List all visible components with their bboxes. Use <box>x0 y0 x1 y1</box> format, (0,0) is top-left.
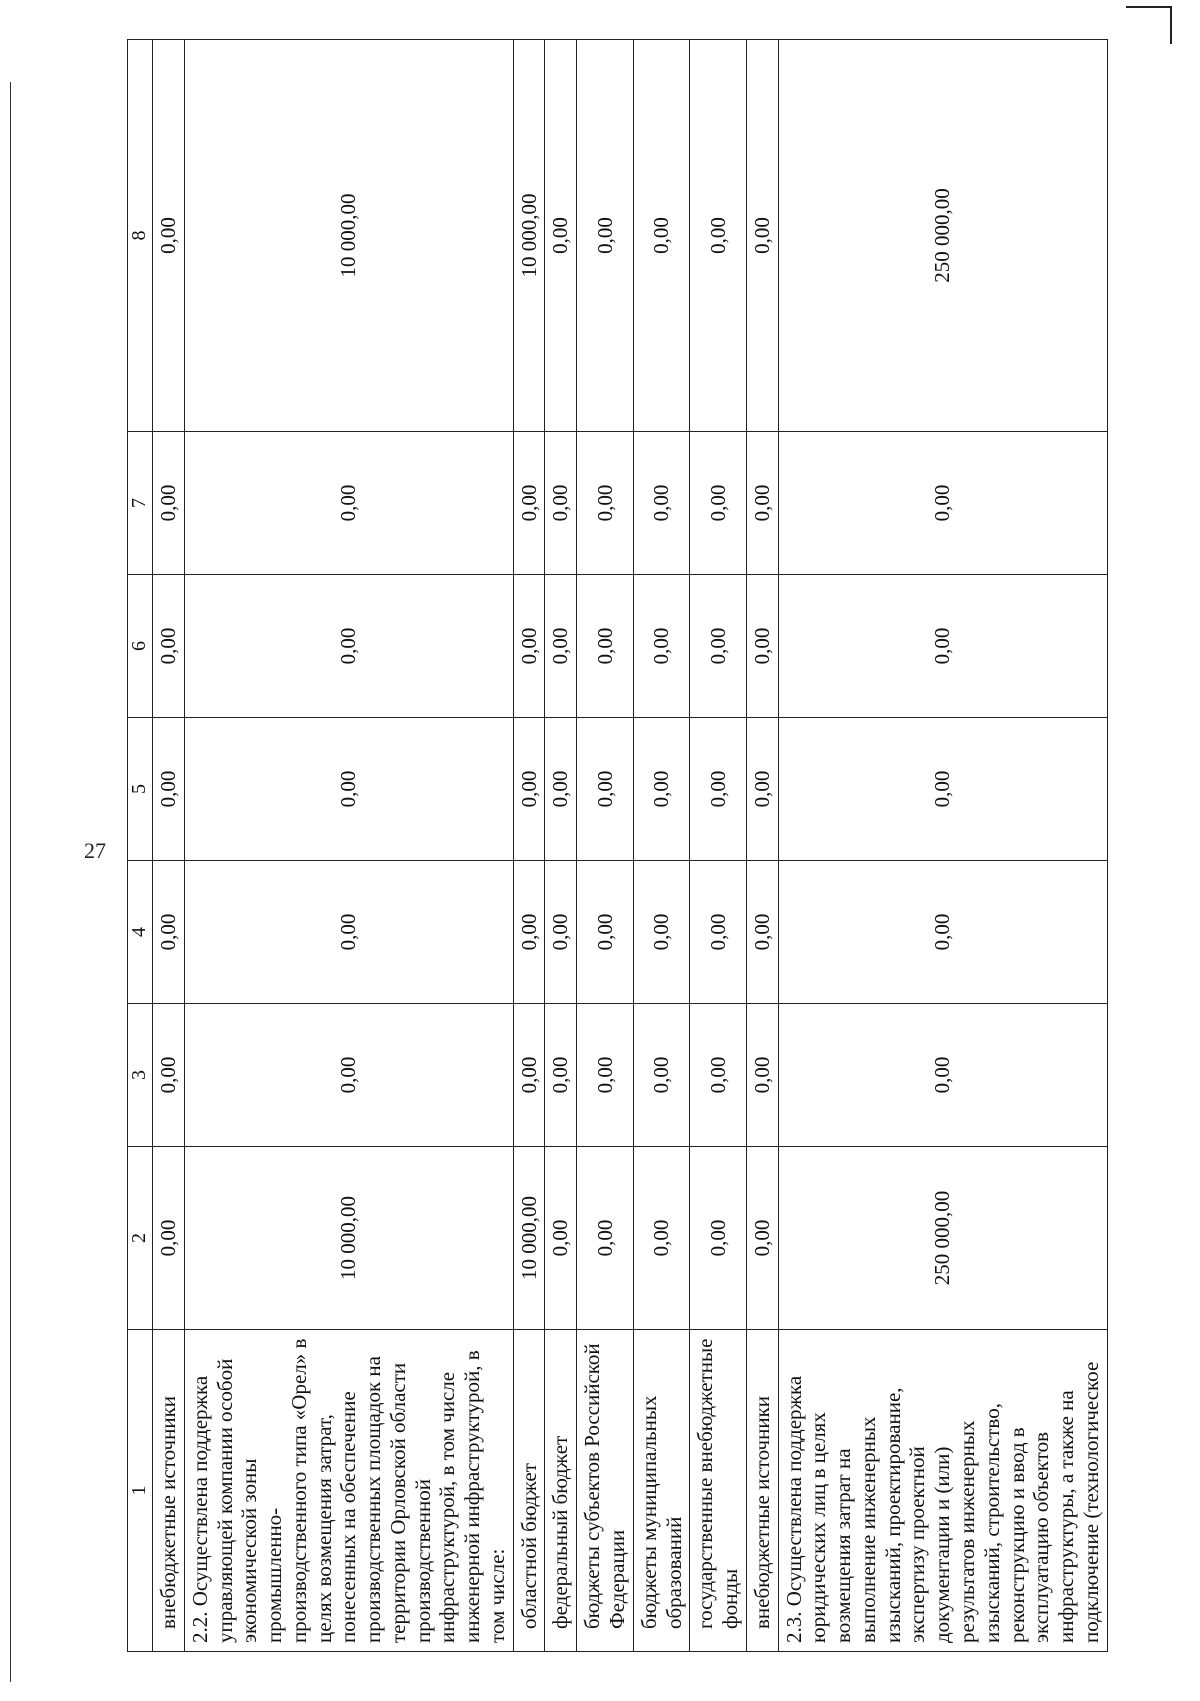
cell-value: 0,00 <box>690 432 747 575</box>
cell-value: 0,00 <box>513 861 545 1004</box>
cell-value: 0,00 <box>778 861 1107 1004</box>
table-row <box>184 40 513 1652</box>
cell-value: 0,00 <box>545 718 577 861</box>
table-row <box>690 40 747 1652</box>
cell-value: 0,00 <box>778 575 1107 718</box>
cell-value: 250 000,00 <box>778 1147 1107 1330</box>
header-row <box>128 40 153 1652</box>
cell-value: 0,00 <box>633 861 690 1004</box>
row-label: бюджеты субъектов Российской Федерации <box>577 1330 634 1652</box>
col-header: 8 <box>128 40 153 432</box>
cell-value: 0,00 <box>746 575 778 718</box>
cell-value: 250 000,00 <box>778 40 1107 432</box>
row-label: 2.3. Осуществлена поддержка юридических лиц в целях возмещения затрат на выполнение инженерных изысканий, проектирование, экспертизу проектной документации и (или) результатов инженерных изысканий, строительство, реконструкцию и ввод в эксплуатацию объектов инфраструктуры, а также на подключение (технологическое <box>778 1330 1107 1652</box>
row-label: государственные внебюджетные фонды <box>690 1330 747 1652</box>
cell-value: 0,00 <box>184 718 513 861</box>
col-header: 3 <box>128 1004 153 1147</box>
cell-value: 0,00 <box>545 1004 577 1147</box>
cell-value: 0,00 <box>633 718 690 861</box>
cell-value: 0,00 <box>746 861 778 1004</box>
rotated-table-wrapper <box>127 40 1103 1652</box>
cell-value: 0,00 <box>690 575 747 718</box>
table-row <box>545 40 577 1652</box>
cell-value: 0,00 <box>545 432 577 575</box>
row-label: 2.2. Осуществлена поддержка управляющей компании особой экономической зоны промышленно-производственного типа «Орел» в целях возмещения затрат, понесенных на обеспечение производственных площадок на территории Орловской области производственной инфраструктурой, в том числе инженерной инфраструктурой, в том числе: <box>184 1330 513 1652</box>
cell-value: 0,00 <box>778 1004 1107 1147</box>
cell-value: 0,00 <box>153 432 185 575</box>
budget-table <box>127 39 1108 1652</box>
cell-value: 0,00 <box>690 1147 747 1330</box>
cell-value: 0,00 <box>577 40 634 432</box>
row-label: федеральный бюджет <box>545 1330 577 1652</box>
cell-value: 0,00 <box>633 1004 690 1147</box>
cell-value: 10 000,00 <box>184 1147 513 1330</box>
cell-value: 10 000,00 <box>513 1147 545 1330</box>
cell-value: 0,00 <box>513 575 545 718</box>
cell-value: 0,00 <box>746 1147 778 1330</box>
cell-value: 0,00 <box>577 718 634 861</box>
cell-value: 0,00 <box>633 575 690 718</box>
cell-value: 0,00 <box>545 861 577 1004</box>
cell-value: 0,00 <box>633 432 690 575</box>
cell-value: 0,00 <box>153 575 185 718</box>
cell-value: 0,00 <box>184 575 513 718</box>
cell-value: 0,00 <box>746 432 778 575</box>
page-number: 27 <box>84 838 106 863</box>
cell-value: 0,00 <box>184 1004 513 1147</box>
cell-value: 0,00 <box>633 40 690 432</box>
cell-value: 0,00 <box>153 718 185 861</box>
cell-value: 10 000,00 <box>513 40 545 432</box>
cell-value: 0,00 <box>513 718 545 861</box>
cell-value: 0,00 <box>746 718 778 861</box>
cell-value: 0,00 <box>513 432 545 575</box>
cell-value: 0,00 <box>153 40 185 432</box>
cell-value: 0,00 <box>184 432 513 575</box>
cell-value: 0,00 <box>545 1147 577 1330</box>
col-header: 2 <box>128 1147 153 1330</box>
row-label: областной бюджет <box>513 1330 545 1652</box>
table-row <box>633 40 690 1652</box>
col-header: 7 <box>128 432 153 575</box>
cell-value: 0,00 <box>577 861 634 1004</box>
col-header: 1 <box>128 1330 153 1652</box>
col-header: 6 <box>128 575 153 718</box>
cell-value: 0,00 <box>513 1004 545 1147</box>
cell-value: 0,00 <box>153 1004 185 1147</box>
cell-value: 10 000,00 <box>184 40 513 432</box>
col-header: 4 <box>128 861 153 1004</box>
cell-value: 0,00 <box>184 861 513 1004</box>
cell-value: 0,00 <box>690 861 747 1004</box>
cell-value: 0,00 <box>153 1147 185 1330</box>
cell-value: 0,00 <box>690 40 747 432</box>
cell-value: 0,00 <box>690 1004 747 1147</box>
row-label: внебюджетные источники <box>746 1330 778 1652</box>
table-row <box>153 40 185 1652</box>
cell-value: 0,00 <box>778 432 1107 575</box>
row-label: бюджеты муниципальных образований <box>633 1330 690 1652</box>
table-row <box>778 40 1107 1652</box>
cell-value: 0,00 <box>633 1147 690 1330</box>
cell-value: 0,00 <box>577 432 634 575</box>
cell-value: 0,00 <box>690 718 747 861</box>
col-header: 5 <box>128 718 153 861</box>
cell-value: 0,00 <box>545 40 577 432</box>
cell-value: 0,00 <box>577 1147 634 1330</box>
scan-corner-mark <box>1126 6 1172 44</box>
table-row <box>513 40 545 1652</box>
cell-value: 0,00 <box>778 718 1107 861</box>
cell-value: 0,00 <box>746 1004 778 1147</box>
cell-value: 0,00 <box>746 40 778 432</box>
table-row <box>746 40 778 1652</box>
cell-value: 0,00 <box>577 1004 634 1147</box>
table-row <box>577 40 634 1652</box>
row-label: внебюджетные источники <box>153 1330 185 1652</box>
cell-value: 0,00 <box>577 575 634 718</box>
cell-value: 0,00 <box>545 575 577 718</box>
scan-edge-line <box>10 82 11 1682</box>
cell-value: 0,00 <box>153 861 185 1004</box>
